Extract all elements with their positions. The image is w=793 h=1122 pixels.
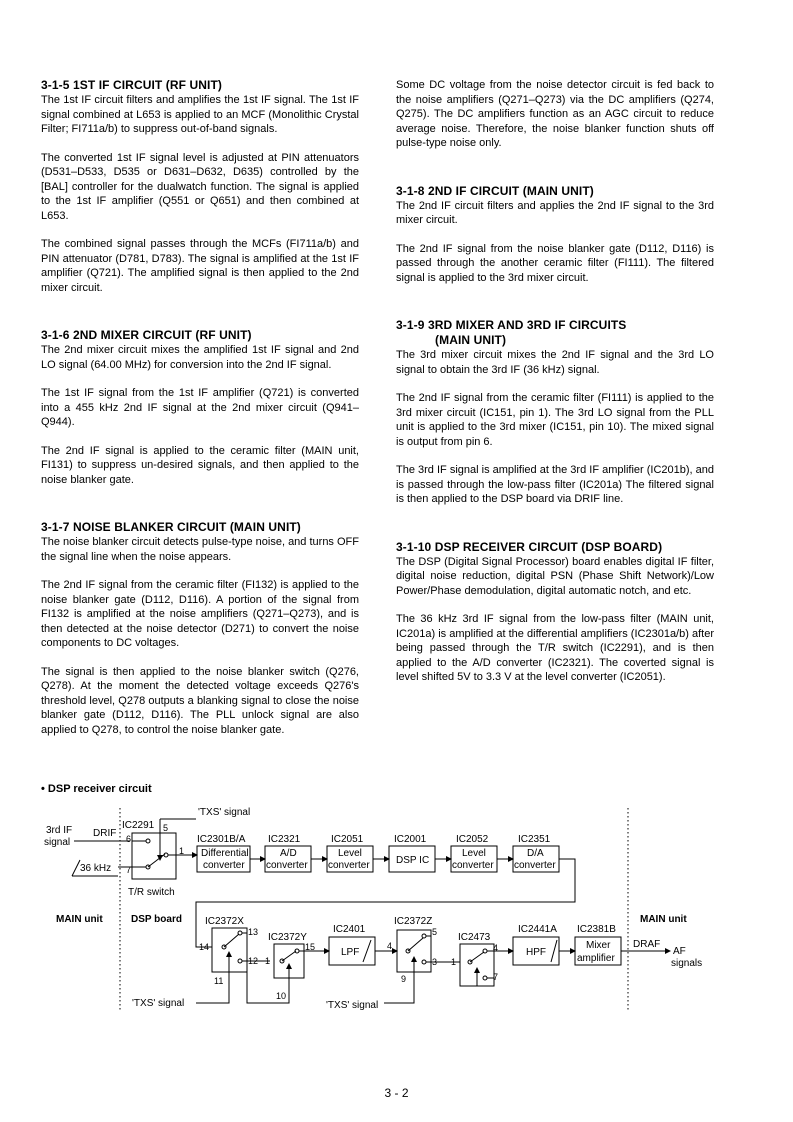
paragraph: The 1st IF circuit filters and amplifies the 1st IF signal. The 1st IF signal combined at L653 is applied to an MCF (Monolithic Crystal Filter; FI711a/b) to suppress out-of-band signals. (41, 94, 359, 135)
paragraph: The 2nd mixer circuit mixes the amplified 1st IF signal and 2nd LO signal (64.00 MHz) for conversion into the 2nd IF signal. (41, 344, 359, 371)
paragraph: The 2nd IF signal is applied to the ceramic filter (MAIN unit, FI131) to suppress un-desired signals, and then applied to the noise blanker gate. (41, 444, 359, 486)
main-unit-right-label: MAIN unit (640, 914, 687, 925)
section-3-1-8 (396, 184, 714, 286)
section-3-1-9 (396, 318, 714, 507)
block-text: LPF (341, 947, 360, 958)
section-3-1-7 (41, 520, 359, 737)
diagram-title: • DSP receiver circuit (41, 783, 152, 795)
section-3-1-10 (396, 540, 714, 685)
txs-top-label: 'TXS' signal (198, 807, 251, 818)
paragraph: The 2nd IF signal from the ceramic filter (FI111) is applied to the 3rd mixer circuit (IC151, pin 1). The 3rd LO signal from the PLL unit is applied to the 3rd mixer (IC151, pin 10). The mixed signal is output from pin 6. (396, 392, 714, 448)
section-3-1-5 (41, 78, 359, 295)
ic-label: IC2372Y (268, 932, 307, 943)
block-text: DSP IC (396, 855, 430, 866)
ic-label: IC2372Z (394, 916, 433, 927)
paragraph: The 2nd IF circuit filters and applies the 2nd IF signal to the 3rd mixer circuit. (396, 199, 714, 226)
pin-label: 6 (126, 834, 132, 844)
dsp-receiver-diagram (0, 790, 793, 1030)
paragraph: The 36 kHz 3rd IF signal from the low-pass filter (MAIN unit, IC201a) is amplified at the differential amplifiers (IC2301a/b) after being passed through the T/R switch (IC2291), and is then applied to the A/D converter (IC2321). The coverted signal is level shifted 5V to 3.3 V at the level converter (IC2051). (396, 613, 714, 683)
paragraph: The combined signal passes through the MCFs (FI711a/b) and PIN attenuator (D781, D783). The signal is amplified at the 1st IF amplifier (Q721). The amplified signal is then applied to the 2nd mixer circuit. (41, 238, 359, 294)
draf-label: DRAF (633, 939, 661, 950)
ic-label: IC2351 (518, 834, 551, 845)
ic2291-label: IC2291 (122, 820, 155, 831)
tr-switch-label: T/R switch (128, 887, 175, 898)
block-text: HPF (526, 947, 546, 958)
ic-label: IC2401 (333, 924, 366, 935)
pin-label: 3 (432, 957, 438, 967)
paragraph: The 1st IF signal from the 1st IF amplifier (Q721) is converted into a 455 kHz 2nd IF signal at the 2nd mixer circuit (Q941–Q944). (41, 387, 359, 428)
section-heading: 3-1-5 1ST IF CIRCUIT (RF UNIT) (41, 78, 223, 92)
drif-label: DRIF (93, 828, 117, 839)
block-text: A/D (280, 848, 297, 859)
paragraph: The converted 1st IF signal level is adjusted at PIN attenuators (D531–D533, D535 or D631–D632, D635) controlled by the [BAL] controller for the dualwatch function. The signal is applied to the 1st IF amplifier (Q551 or Q651) and then combined at L653. (41, 151, 359, 222)
block-text: Level (462, 848, 486, 859)
paragraph: The 2nd IF signal from the ceramic filter (FI132) is applied to the noise blanker gate (D112, D116). A portion of the signal from FI132 is amplified at the noise amplifiers (Q271–Q273), and is then detected at the noise detector (D271) to convert the noise components to DC voltages. (41, 579, 359, 649)
pin-label: 11 (214, 976, 224, 986)
txs-mid-label: 'TXS' signal (326, 1000, 379, 1011)
pin-label: 7 (493, 972, 499, 982)
section-heading: 3-1-6 2ND MIXER CIRCUIT (RF UNIT) (41, 328, 252, 342)
ic-label: IC2441A (518, 924, 557, 935)
pin-label: 1 (451, 957, 457, 967)
input-label-2: signal (44, 837, 71, 848)
section-3-1-6 (41, 328, 359, 487)
af-signals-label-2: signals (671, 958, 703, 969)
pin-label: 1 (179, 846, 185, 856)
freq-label: 36 kHz (80, 863, 112, 874)
page-number: 3 - 2 (384, 1086, 409, 1100)
pin-label: 13 (248, 927, 259, 937)
block-text: converter (514, 860, 556, 871)
input-label-1: 3rd IF (46, 825, 73, 836)
main-unit-left-label: MAIN unit (56, 914, 103, 925)
ic-label: IC2052 (456, 834, 489, 845)
ic-label: IC2473 (458, 932, 491, 943)
tr-switch-box (132, 833, 176, 879)
paragraph: The DSP (Digital Signal Processor) board enables digital IF filter, digital noise reduction, digital PSN (Phase Shift Network)/Low Power/Phase demodulation, digital automatic notch, and etc. (396, 555, 714, 597)
block-text: Mixer (586, 940, 611, 951)
block-text: Level (338, 848, 362, 859)
block-text: Differential (201, 848, 249, 859)
af-signals-label-1: AF (673, 946, 686, 957)
pin-label: 12 (248, 956, 259, 966)
pin-label: 4 (493, 943, 499, 953)
pin-label: 5 (432, 927, 438, 937)
right-column (396, 78, 714, 699)
section-heading: 3-1-7 NOISE BLANKER CIRCUIT (MAIN UNIT) (41, 520, 301, 534)
block-text: converter (328, 860, 370, 871)
pin-label: 5 (163, 823, 169, 833)
paragraph: The signal is then applied to the noise blanker switch (Q276, Q278). At the moment the detected voltage exceeds Q276's threshold level, Q278 outputs a blanking signal to close the noise blanker gate (D112, D116). The PLL unlock signal are also applied to Q278, to control the noise blanker gate. (41, 665, 359, 736)
block-text: amplifier (577, 953, 615, 964)
left-column (41, 78, 359, 751)
ic-label: IC2381B (577, 924, 616, 935)
paragraph: The 3rd mixer circuit mixes the 2nd IF signal and the 3rd LO signal to obtain the 3rd IF (36 kHz) signal. (396, 349, 714, 376)
block-text: converter (266, 860, 308, 871)
ic-label: IC2301B/A (197, 834, 246, 845)
ic-label: IC2051 (331, 834, 364, 845)
paragraph: The 2nd IF signal from the noise blanker gate (D112, D116) is passed through the another ceramic filter (FI111). The filtered signal is applied to the 3rd mixer circuit. (396, 242, 714, 284)
section-heading: 3-1-10 DSP RECEIVER CIRCUIT (DSP BOARD) (396, 539, 663, 554)
block-text: converter (203, 860, 245, 871)
pin-label: 1 (265, 956, 271, 966)
ic-label: IC2372X (205, 916, 244, 927)
paragraph: The noise blanker circuit detects pulse-type noise, and turns OFF the signal line when the noise appears. (41, 536, 359, 563)
freq-slant (72, 860, 80, 876)
block-text: converter (452, 860, 494, 871)
section-continuation (396, 78, 714, 151)
section-heading: 3-1-8 2ND IF CIRCUIT (MAIN UNIT) (396, 183, 594, 198)
paragraph: The 3rd IF signal is amplified at the 3rd IF amplifier (IC201b), and is passed through the low-pass filter (IC201a) The filtered signal is then applied to the DSP board via DRIF line. (396, 464, 714, 505)
heading-line-1: 3-1-9 3RD MIXER AND 3RD IF CIRCUITS (396, 318, 627, 332)
section-heading (396, 318, 714, 348)
pin-label: 15 (305, 942, 316, 952)
paragraph: Some DC voltage from the noise detector circuit is fed back to the noise amplifiers (Q271–Q273) via the DC amplifiers (Q274, Q275). The DC amplifiers function as an AGC circuit to reduce average noise. Therefore, the noise blanker function shuts off pulse-type noise only. (396, 79, 714, 149)
ic-label: IC2001 (394, 834, 427, 845)
pin-label: 9 (401, 974, 407, 984)
txs-left-label: 'TXS' signal (132, 998, 185, 1009)
pin-label: 14 (199, 942, 210, 952)
pin-label: 4 (387, 941, 393, 951)
ic-label: IC2321 (268, 834, 301, 845)
pin-label: 7 (126, 865, 132, 875)
dsp-board-label: DSP board (131, 914, 182, 925)
block-text: D/A (527, 848, 544, 859)
pin-label: 10 (276, 991, 287, 1001)
heading-line-2: (MAIN UNIT) (435, 333, 507, 347)
